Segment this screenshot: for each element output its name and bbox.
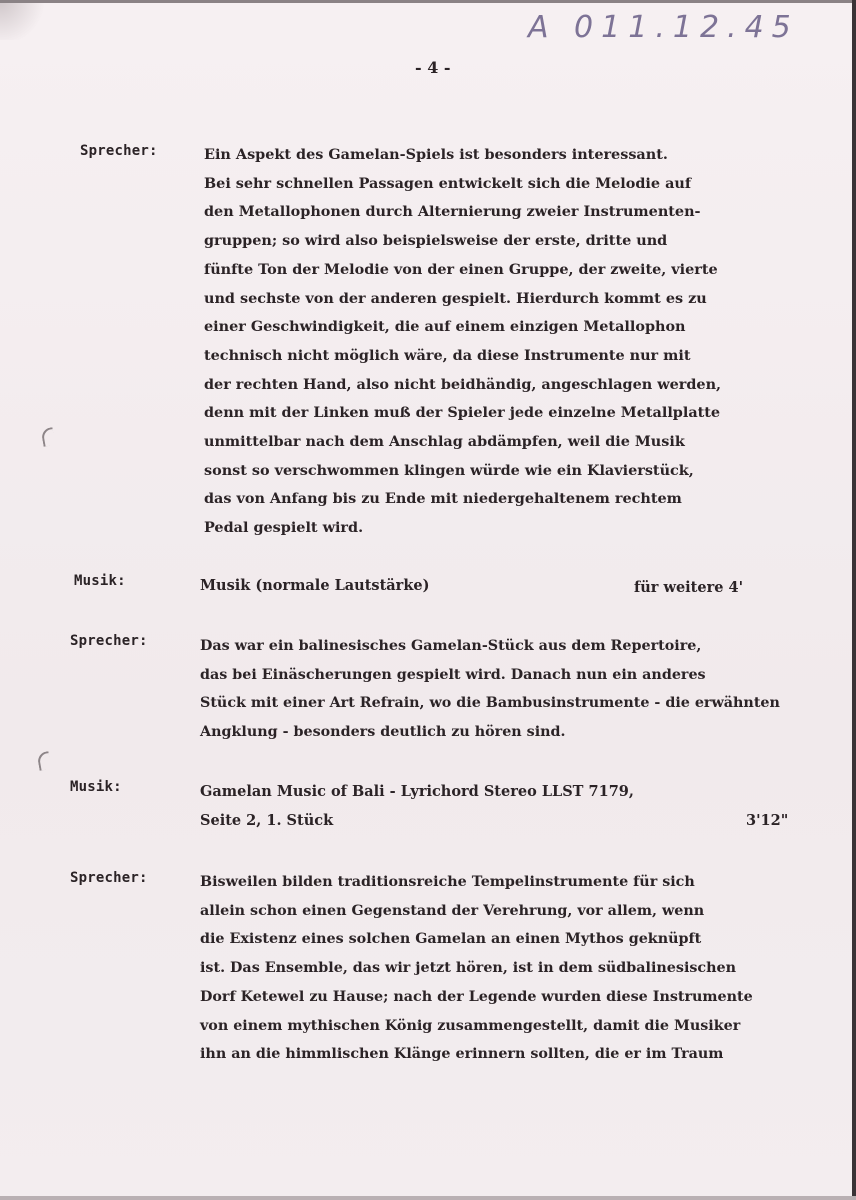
music-cue (200, 778, 634, 835)
music-duration: für weitere 4' (634, 579, 744, 596)
music-cue (200, 572, 429, 601)
speaker-label: Sprecher: (80, 143, 158, 159)
text-line: unmittelbar nach dem Anschlag abdämpfen, weil die Musik (204, 433, 685, 451)
music-label: Musik: (70, 779, 122, 795)
text-line: Angklung - besonders deutlich zu hören sind. (200, 724, 566, 741)
text-line: Seite 2, 1. Stück (200, 811, 334, 829)
text-line: Pedal gespielt wird. (204, 519, 364, 537)
text-line: ist. Das Ensemble, das wir jetzt hören, ist in dem südbalinesischen (200, 960, 737, 977)
text-line: gruppen; so wird also beispielsweise der erste, dritte und (204, 232, 668, 250)
speaker-text (200, 868, 753, 1069)
text-line: denn mit der Linken muß der Spieler jede einzelne Metallplatte (204, 404, 721, 422)
archive-number-handwritten: A 011.12.45 (528, 10, 799, 45)
text-line: den Metallophonen durch Alternierung zweier Instrumenten- (204, 203, 701, 221)
text-line: Musik (normale Lautstärke) (200, 577, 430, 594)
scan-edge-bottom (0, 1196, 856, 1200)
speaker-text (204, 141, 721, 543)
text-line: von einem mythischen König zusammengestellt, damit die Musiker (200, 1017, 741, 1034)
speaker-label: Sprecher: (70, 870, 148, 886)
text-line: sonst so verschwommen klingen würde wie ein Klavierstück, (204, 461, 694, 479)
text-line: Dorf Ketewel zu Hause; nach der Legende wurden diese Instrumente (200, 988, 753, 1005)
text-line: und sechste von der anderen gespielt. Hierdurch kommt es zu (204, 289, 707, 307)
punch-hole-mark (41, 427, 56, 447)
text-line: Ein Aspekt des Gamelan-Spiels ist besonders interessant. (204, 146, 668, 163)
music-label: Musik: (74, 573, 126, 589)
scan-smudge (0, 0, 50, 40)
text-line: Bei sehr schnellen Passagen entwickelt sich die Melodie auf (204, 174, 692, 192)
text-line: Gamelan Music of Bali - Lyrichord Stereo LLST 7179, (200, 783, 634, 800)
scan-edge-right (852, 0, 856, 1200)
music-duration: 3'12" (746, 812, 789, 829)
text-line: allein schon einen Gegenstand der Verehrung, vor allem, wenn (200, 902, 705, 919)
text-line: Das war ein balinesisches Gamelan-Stück aus dem Repertoire, (200, 638, 702, 654)
text-line: einer Geschwindigkeit, die auf einem einzigen Metallophon (204, 318, 686, 336)
punch-hole-mark (37, 751, 52, 771)
text-line: ihn an die himmlischen Klänge erinnern sollten, die er im Traum (200, 1046, 724, 1063)
text-line: fünfte Ton der Melodie von der einen Gruppe, der zweite, vierte (204, 260, 718, 278)
text-line: Stück mit einer Art Refrain, wo die Bambusinstrumente - die erwähnten (200, 695, 780, 712)
text-line: Bisweilen bilden traditionsreiche Tempelinstrumente für sich (200, 874, 695, 890)
text-line: der rechten Hand, also nicht beidhändig, angeschlagen werden, (204, 375, 722, 393)
text-line: das von Anfang bis zu Ende mit niedergehaltenem rechtem (204, 490, 682, 508)
scan-edge-top (0, 0, 856, 3)
speaker-label: Sprecher: (70, 633, 148, 649)
text-line: technisch nicht möglich wäre, da diese Instrumente nur mit (204, 346, 691, 364)
speaker-text (200, 632, 780, 747)
text-line: das bei Einäscherungen gespielt wird. Danach nun ein anderes (200, 666, 706, 683)
text-line: die Existenz eines solchen Gamelan an einen Mythos geknüpft (200, 931, 702, 948)
page-number: - 4 - (415, 58, 451, 77)
